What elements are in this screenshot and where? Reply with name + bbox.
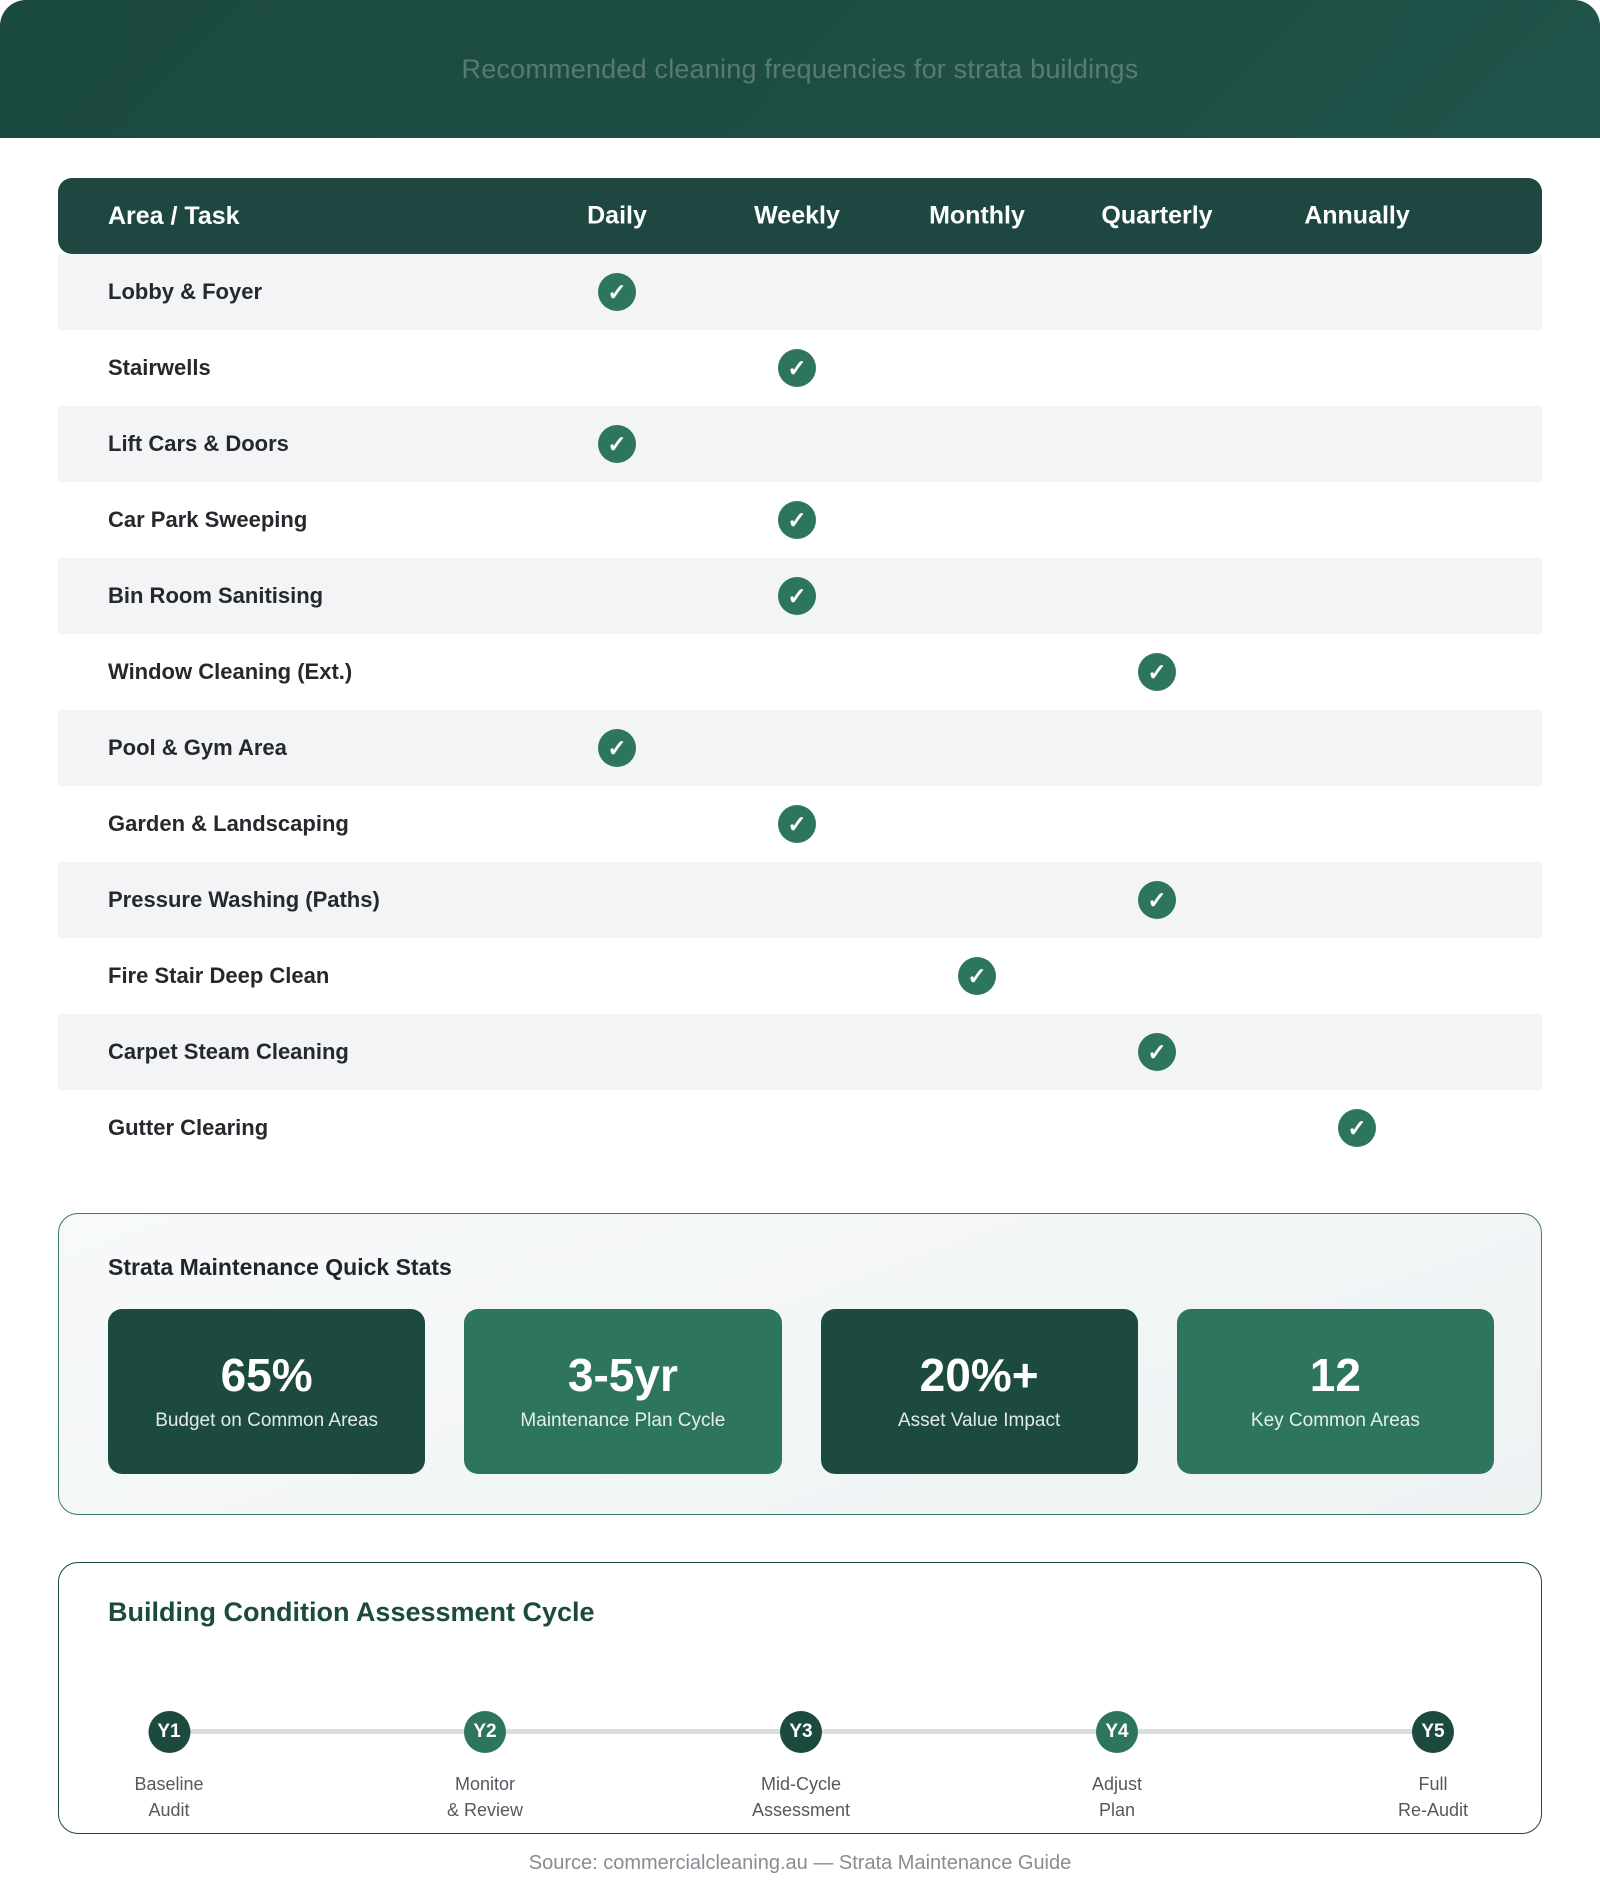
banner bbox=[0, 0, 1600, 138]
timeline-node bbox=[134, 1711, 203, 1823]
table-row-task-label: Carpet Steam Cleaning bbox=[108, 1039, 349, 1064]
timeline-node-label bbox=[1398, 1771, 1468, 1823]
table-row bbox=[58, 406, 1542, 482]
table-body bbox=[58, 254, 1542, 1166]
timeline-node-label-line1: Adjust bbox=[1091, 1774, 1143, 1794]
stat-card bbox=[464, 1309, 781, 1474]
timeline-year-badge: Y4 bbox=[1096, 1711, 1138, 1753]
table-row bbox=[58, 254, 1542, 330]
stat-card bbox=[1177, 1309, 1494, 1474]
check-icon: ✓ bbox=[958, 957, 996, 995]
timeline-node-label-line2: & Review bbox=[446, 1800, 524, 1821]
column-header-area-task: Area / Task bbox=[108, 201, 240, 230]
stat-value: 12 bbox=[1309, 1348, 1361, 1401]
table-row bbox=[58, 862, 1542, 938]
table-row bbox=[58, 938, 1542, 1014]
table-row bbox=[58, 786, 1542, 862]
table-row bbox=[58, 634, 1542, 710]
stat-card bbox=[108, 1309, 425, 1474]
column-header-monthly: Monthly bbox=[929, 201, 1025, 230]
timeline-node-label bbox=[1092, 1771, 1142, 1823]
timeline-node-label bbox=[447, 1771, 523, 1823]
quick-stats-card bbox=[58, 1213, 1542, 1515]
timeline-year-badge: Y2 bbox=[464, 1711, 506, 1753]
table-row-task-label: Garden & Landscaping bbox=[108, 811, 349, 836]
check-icon: ✓ bbox=[598, 425, 636, 463]
timeline-node bbox=[1092, 1711, 1142, 1823]
assessment-cycle-title: Building Condition Assessment Cycle bbox=[108, 1597, 595, 1627]
check-icon: ✓ bbox=[598, 729, 636, 767]
table-row-task-label: Pool & Gym Area bbox=[108, 735, 287, 760]
timeline-node-label-line1: Full bbox=[1418, 1774, 1448, 1794]
quick-stats-title: Strata Maintenance Quick Stats bbox=[108, 1254, 452, 1280]
timeline-year-badge: Y1 bbox=[148, 1711, 190, 1753]
check-icon: ✓ bbox=[778, 577, 816, 615]
table-row bbox=[58, 1014, 1542, 1090]
table-header-row bbox=[58, 178, 1542, 254]
timeline-node-label bbox=[752, 1771, 850, 1823]
timeline-year-badge: Y5 bbox=[1412, 1711, 1454, 1753]
stat-value: 3-5yr bbox=[567, 1348, 678, 1401]
banner-title: Recommended cleaning frequencies for strata buildings bbox=[461, 53, 1139, 84]
check-icon: ✓ bbox=[1138, 1033, 1176, 1071]
stat-label: Asset Value Impact bbox=[897, 1409, 1061, 1431]
timeline-node-label-line2: Plan bbox=[1098, 1800, 1136, 1821]
frequency-table bbox=[58, 178, 1542, 1166]
stat-label: Key Common Areas bbox=[1250, 1409, 1420, 1431]
table-row-task-label: Car Park Sweeping bbox=[108, 507, 308, 532]
timeline-node-label bbox=[134, 1771, 203, 1823]
timeline-node-label-line2: Audit bbox=[148, 1800, 190, 1821]
column-header-quarterly: Quarterly bbox=[1101, 201, 1213, 230]
stat-label: Maintenance Plan Cycle bbox=[520, 1409, 726, 1431]
stat-card bbox=[821, 1309, 1138, 1474]
check-icon: ✓ bbox=[1338, 1109, 1376, 1147]
quick-stats-row bbox=[108, 1309, 1494, 1474]
timeline-node-label-line2: Assessment bbox=[751, 1800, 851, 1821]
timeline-node bbox=[752, 1711, 850, 1823]
check-icon: ✓ bbox=[778, 501, 816, 539]
table-row bbox=[58, 710, 1542, 786]
timeline-track bbox=[119, 1711, 1483, 1821]
timeline-node-label-line1: Baseline bbox=[134, 1774, 204, 1794]
table-row bbox=[58, 330, 1542, 406]
timeline-node-label-line2: Re-Audit bbox=[1397, 1800, 1469, 1821]
check-icon: ✓ bbox=[778, 805, 816, 843]
table-row-task-label: Gutter Clearing bbox=[108, 1115, 269, 1140]
column-header-weekly: Weekly bbox=[754, 201, 840, 230]
timeline-node bbox=[447, 1711, 523, 1823]
check-icon: ✓ bbox=[1138, 881, 1176, 919]
stat-label: Budget on Common Areas bbox=[155, 1409, 379, 1431]
column-header-daily: Daily bbox=[587, 201, 647, 230]
assessment-cycle-card bbox=[58, 1562, 1542, 1834]
table-row-task-label: Lift Cars & Doors bbox=[108, 431, 289, 456]
stat-value: 65% bbox=[220, 1348, 313, 1401]
table-row-task-label: Lobby & Foyer bbox=[108, 279, 263, 304]
table-row bbox=[58, 558, 1542, 634]
stat-value: 20%+ bbox=[919, 1348, 1039, 1401]
table-row-task-label: Stairwells bbox=[108, 355, 211, 380]
table-row-task-label: Fire Stair Deep Clean bbox=[108, 963, 330, 988]
column-header-annually: Annually bbox=[1304, 201, 1410, 230]
timeline-node bbox=[1398, 1711, 1468, 1823]
timeline-node-label-line1: Mid-Cycle bbox=[760, 1774, 842, 1794]
timeline-year-badge: Y3 bbox=[780, 1711, 822, 1753]
table-row bbox=[58, 1090, 1542, 1166]
check-icon: ✓ bbox=[598, 273, 636, 311]
table-row bbox=[58, 482, 1542, 558]
check-icon: ✓ bbox=[778, 349, 816, 387]
table-row-task-label: Bin Room Sanitising bbox=[108, 583, 324, 608]
timeline-node-label-line1: Monitor bbox=[454, 1774, 516, 1794]
source-footer: Source: commercialcleaning.au — Strata Maintenance Guide bbox=[528, 1852, 1072, 1874]
check-icon: ✓ bbox=[1138, 653, 1176, 691]
table-row-task-label: Pressure Washing (Paths) bbox=[108, 887, 380, 912]
table-row-task-label: Window Cleaning (Ext.) bbox=[108, 659, 353, 684]
